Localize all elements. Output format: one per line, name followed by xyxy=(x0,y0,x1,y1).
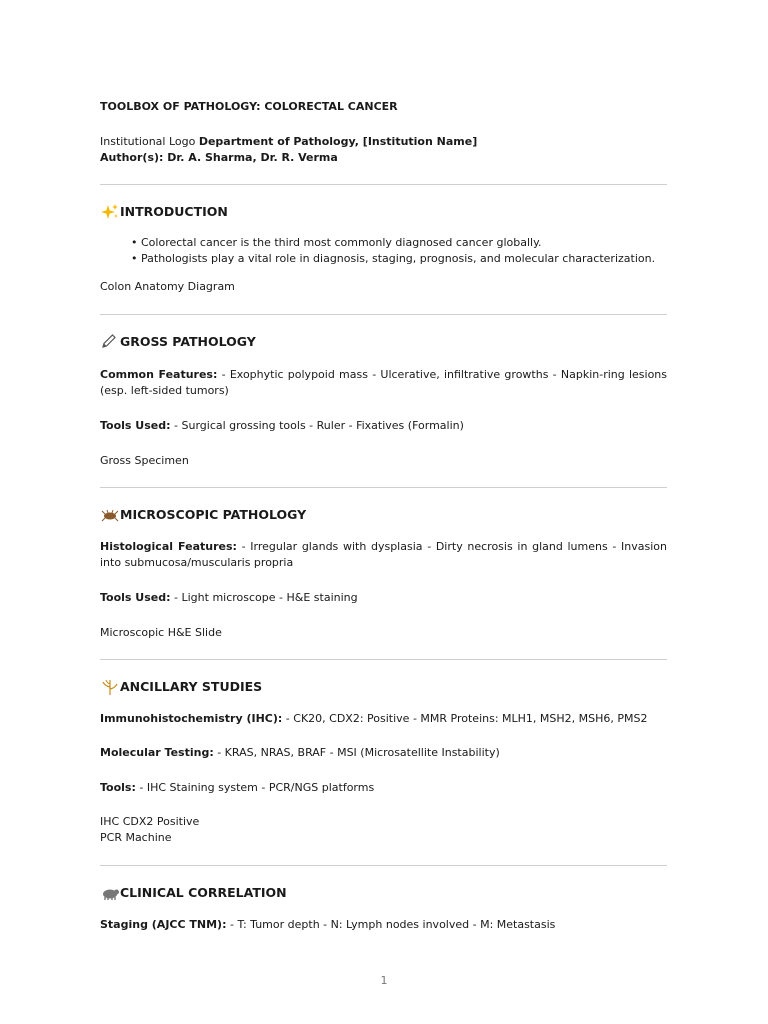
divider xyxy=(100,865,667,866)
image-caption: Gross Specimen xyxy=(100,454,189,467)
field-label: Histological Features: xyxy=(100,540,237,553)
authors: Author(s): Dr. A. Sharma, Dr. R. Verma xyxy=(100,151,338,164)
section-title-text: ANCILLARY STUDIES xyxy=(120,679,263,694)
department-name: Department of Pathology, [Institution Name] xyxy=(198,135,478,148)
field-text: - Exophytic polypoid mass - Ulcerative, infiltrative growths - Napkin-ring lesions (esp. left-sided tumors) xyxy=(100,368,667,397)
field-text: - CK20, CDX2: Positive - MMR Proteins: MLH1, MSH2, MSH6, PMS2 xyxy=(282,712,648,725)
field-text: - IHC Staining system - PCR/NGS platforms xyxy=(135,781,375,794)
section-title-clinical-correlation xyxy=(100,884,287,902)
institution-line xyxy=(100,134,477,150)
sparkles-icon xyxy=(100,203,120,221)
divider xyxy=(100,659,667,660)
image-caption: Microscopic H&E Slide xyxy=(100,626,222,639)
field-label: Immunohistochemistry (IHC): xyxy=(100,712,283,725)
image-caption: IHC CDX2 Positive xyxy=(100,815,200,828)
section-title-microscopic-pathology xyxy=(100,506,306,524)
microbe-icon xyxy=(100,506,120,524)
staging-paragraph xyxy=(100,917,555,933)
image-caption: Colon Anatomy Diagram xyxy=(100,280,235,293)
intro-bullet-list xyxy=(131,235,655,267)
page-number: 1 xyxy=(380,974,388,987)
sprout-icon xyxy=(100,678,120,696)
document-title: TOOLBOX OF PATHOLOGY: COLORECTAL CANCER xyxy=(100,100,398,113)
molecular-paragraph xyxy=(100,745,500,761)
section-title-text: INTRODUCTION xyxy=(120,204,228,219)
field-text: - T: Tumor depth - N: Lymph nodes involved - M: Metastasis xyxy=(226,918,556,931)
pencil-icon xyxy=(100,333,120,351)
gross-tools-paragraph xyxy=(100,418,464,434)
section-title-text: MICROSCOPIC PATHOLOGY xyxy=(120,507,307,522)
list-item: • Colorectal cancer is the third most commonly diagnosed cancer globally. xyxy=(131,235,655,251)
field-text: - Irregular glands with dysplasia - Dirty necrosis in gland lumens - Invasion into submucosa/muscularis propria xyxy=(100,540,667,569)
field-label: Staging (AJCC TNM): xyxy=(100,918,227,931)
section-title-text: CLINICAL CORRELATION xyxy=(120,885,287,900)
ancillary-tools-paragraph xyxy=(100,780,374,796)
ihc-paragraph xyxy=(100,711,648,727)
divider xyxy=(100,314,667,315)
logo-placeholder: Institutional Logo xyxy=(100,135,196,148)
section-title-gross-pathology xyxy=(100,333,256,351)
divider xyxy=(100,184,667,185)
field-label: Tools Used: xyxy=(100,419,171,432)
micro-features-paragraph xyxy=(100,539,667,571)
field-text: - Light microscope - H&E staining xyxy=(170,591,358,604)
divider xyxy=(100,487,667,488)
field-label: Tools Used: xyxy=(100,591,171,604)
image-caption: PCR Machine xyxy=(100,831,172,844)
section-title-text: GROSS PATHOLOGY xyxy=(120,334,256,349)
field-label: Molecular Testing: xyxy=(100,746,214,759)
gross-features-paragraph xyxy=(100,367,667,399)
field-text: - KRAS, NRAS, BRAF - MSI (Microsatellite Instability) xyxy=(213,746,500,759)
section-title-introduction xyxy=(100,203,228,221)
field-text: - Surgical grossing tools - Ruler - Fixatives (Formalin) xyxy=(170,419,464,432)
micro-tools-paragraph xyxy=(100,590,358,606)
field-label: Common Features: xyxy=(100,368,218,381)
section-title-ancillary-studies xyxy=(100,678,262,696)
animal-icon xyxy=(100,884,120,902)
list-item: • Pathologists play a vital role in diagnosis, staging, prognosis, and molecular characterization. xyxy=(131,251,655,267)
field-label: Tools: xyxy=(100,781,136,794)
